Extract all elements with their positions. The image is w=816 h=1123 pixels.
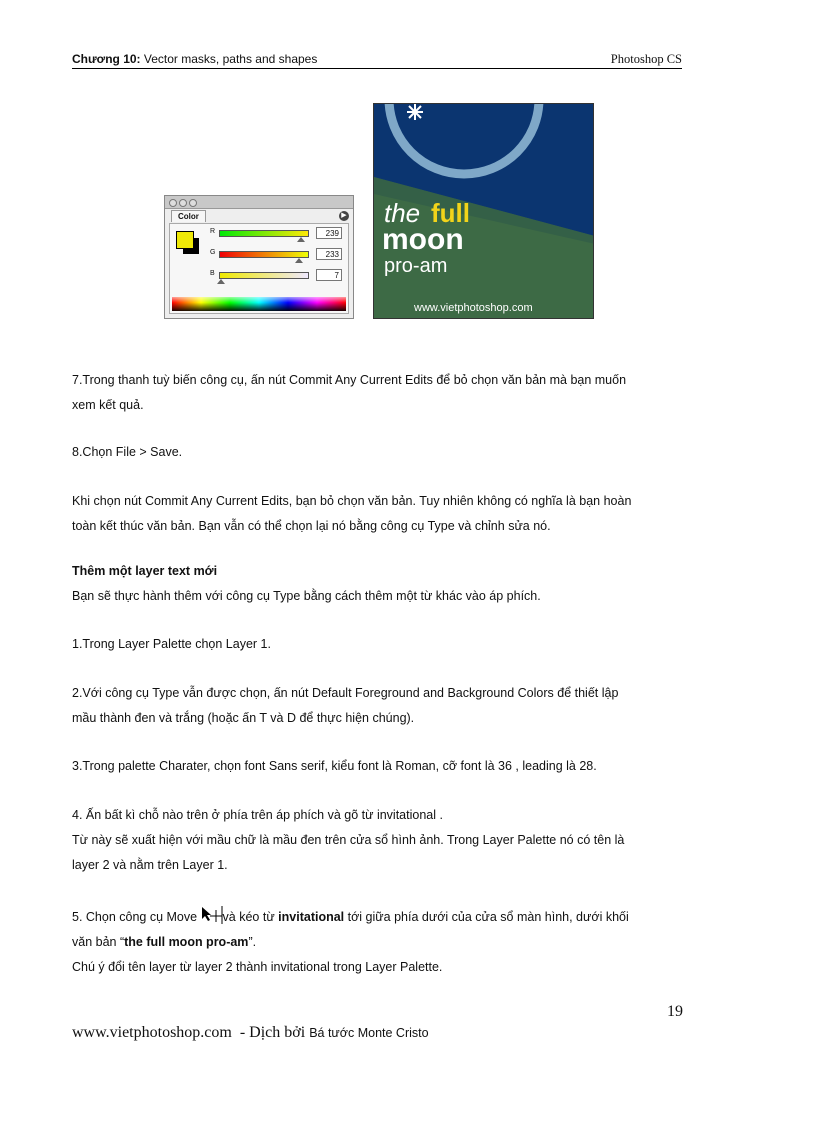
note-line2: toàn kết thúc văn bản. Bạn vẫn có thể chọn lại nó bằng công cụ Type và chỉnh sửa nó. — [72, 519, 551, 533]
step-5-line3: Chú ý đổi tên layer từ layer 2 thành invitational trong Layer Palette. — [72, 960, 443, 974]
poster-text-full: full — [431, 198, 470, 228]
page-number: 19 — [667, 1003, 683, 1020]
step-5-mid2: tới giữa phía dưới của cửa sổ màn hình, dưới khối — [344, 910, 629, 924]
step-1 — [72, 632, 692, 657]
poster-text-moon: moon — [382, 223, 464, 256]
step-4-line3: layer 2 và nằm trên Layer 1. — [72, 858, 228, 872]
poster-figure — [373, 103, 594, 319]
slider-row-g — [210, 249, 348, 265]
step-4-line2: Từ này sẽ xuất hiện với mầu chữ là mầu đen trên cửa sổ hình ảnh. Trong Layer Palette nó có tên là — [72, 833, 625, 847]
step-3 — [72, 754, 692, 779]
step-5-bold-invitational: invitational — [278, 910, 345, 924]
color-spectrum — [172, 297, 346, 311]
step-5-mid1: và kéo từ — [222, 910, 279, 924]
step-5-pre: 5. Chọn công cụ Move — [72, 910, 201, 924]
chapter-heading — [72, 52, 317, 66]
poster-artwork — [374, 104, 594, 319]
step-2 — [72, 681, 692, 731]
g-slider-handle — [295, 258, 303, 263]
poster-url: www.vietphotoshop.com — [414, 302, 533, 314]
channel-label: G — [210, 249, 216, 256]
step-2-line1: 2.Với công cụ Type vẫn được chọn, ấn nút Default Foreground and Background Colors để thiết lập — [72, 686, 619, 700]
poster-text-the: the — [384, 198, 421, 228]
palette-titlebar — [165, 196, 353, 209]
r-slider-bar — [219, 230, 309, 237]
footer-credit: Bá tước Monte Cristo — [309, 1026, 429, 1040]
minimize-dot-icon — [179, 199, 187, 207]
step-8 — [72, 440, 692, 465]
star-icon — [407, 104, 423, 120]
section-heading: Thêm một layer text mới — [72, 564, 218, 578]
step-5 — [72, 905, 692, 980]
step-7-line2: xem kết quả. — [72, 398, 144, 412]
g-slider-bar — [219, 251, 309, 258]
color-tab: Color — [171, 210, 206, 222]
step-1-text: 1.Trong Layer Palette chọn Layer 1. — [72, 637, 271, 651]
step-5-line2-post: ”. — [248, 935, 257, 949]
section-intro: Bạn sẽ thực hành thêm với công cụ Type bằng cách thêm một từ khác vào áp phích. — [72, 589, 541, 603]
step-8-text: 8.Chọn File > Save. — [72, 445, 183, 459]
step-7-line1: 7.Trong thanh tuỳ biến công cụ, ấn nút Commit Any Current Edits để bỏ chọn văn bản mà bạn muốn — [72, 373, 627, 387]
page-header — [72, 52, 682, 69]
chapter-label: Chương 10: — [72, 52, 141, 66]
step-3-text: 3.Trong palette Charater, chọn font Sans serif, kiểu font là Roman, cỡ font là 36 , leading là 28. — [72, 759, 597, 773]
palette-menu-icon: ▶ — [339, 211, 349, 221]
step-5-line2 — [72, 930, 692, 955]
b-slider-bar — [219, 272, 309, 279]
r-value: 239 — [316, 227, 342, 239]
color-palette-figure — [164, 195, 354, 319]
note-line1: Khi chọn nút Commit Any Current Edits, bạn bỏ chọn văn bản. Tuy nhiên không có nghĩa là bạn hoàn — [72, 494, 632, 508]
b-slider-handle — [217, 279, 225, 284]
step-7 — [72, 368, 692, 418]
g-value: 233 — [316, 248, 342, 260]
r-slider-handle — [297, 237, 305, 242]
slider-row-b — [210, 270, 348, 286]
step-2-line2: mầu thành đen và trắng (hoặc ấn T và D để thực hiện chúng). — [72, 711, 415, 725]
step-4 — [72, 803, 692, 878]
app-name: Photoshop CS — [610, 52, 682, 66]
step-5-line2-pre: văn bản “ — [72, 935, 125, 949]
channel-label: R — [210, 228, 216, 235]
step-4-line1: 4. Ấn bất kì chỗ nào trên ở phía trên áp phích và gõ từ invitational . — [72, 808, 443, 822]
step-5-line1 — [72, 905, 692, 930]
zoom-dot-icon — [189, 199, 197, 207]
note-paragraph — [72, 489, 692, 539]
slider-row-r — [210, 228, 348, 244]
poster-text-proam: pro-am — [384, 255, 448, 277]
section-add-text-layer — [72, 559, 692, 609]
channel-label: B — [210, 270, 215, 277]
close-dot-icon — [169, 199, 177, 207]
move-tool-icon — [201, 906, 223, 924]
foreground-swatch — [176, 231, 194, 249]
footer-sep: - Dịch bởi — [231, 1024, 310, 1041]
footer-site: www.vietphotoshop.com — [72, 1024, 232, 1041]
step-5-bold-title: the full moon pro-am — [124, 935, 249, 949]
page-footer — [72, 1024, 429, 1042]
b-value: 7 — [316, 269, 342, 281]
chapter-title: Vector masks, paths and shapes — [143, 52, 318, 66]
palette-body — [169, 223, 349, 314]
